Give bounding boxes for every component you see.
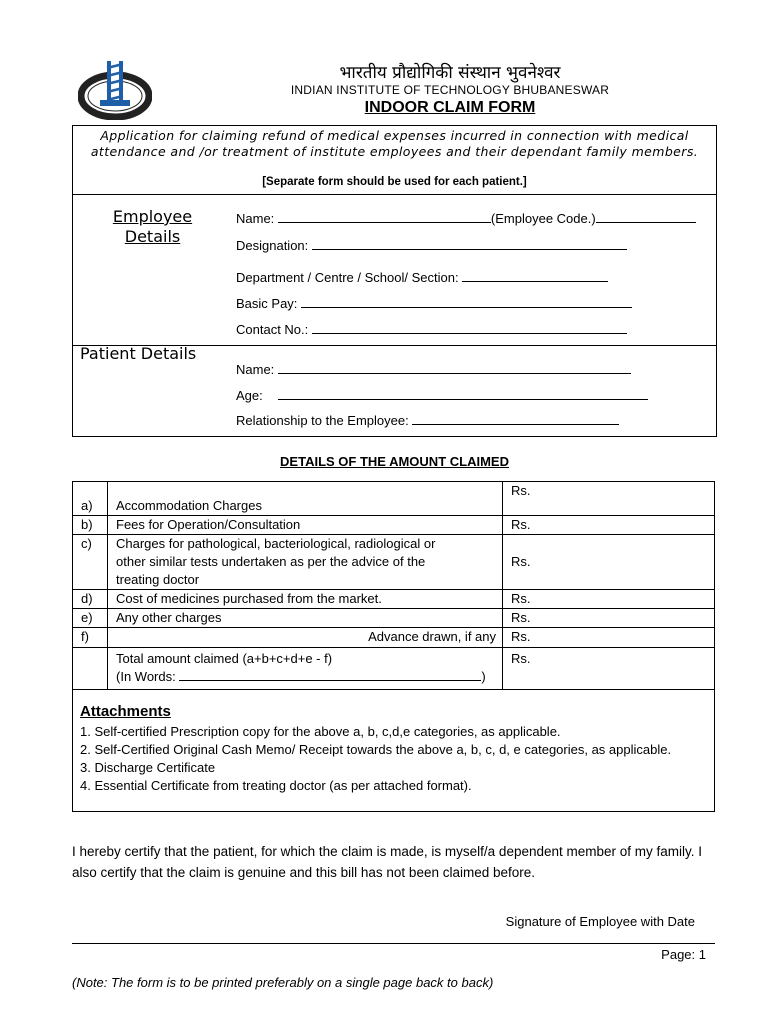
patient-name-row (236, 361, 631, 377)
employee-details-label: Employee Details (112, 207, 193, 246)
row-label: a) (73, 482, 108, 516)
certification-text: I hereby certify that the patient, for which the claim is made, is myself/a dependent member of my family. I also certify that the claim is genuine and this bill has not been claimed before. (72, 844, 703, 880)
row-amount[interactable]: Rs. (503, 482, 715, 516)
list-item: 2. Self-Certified Original Cash Memo/ Receipt towards the above a, b, c, d, e categories, as applicable. (80, 742, 672, 757)
employee-code-input[interactable] (596, 210, 696, 223)
contact-row (236, 321, 627, 337)
total-amount[interactable]: Rs. (503, 648, 715, 690)
row-desc: Advance drawn, if any (108, 628, 503, 648)
row-desc: Any other charges (108, 609, 503, 628)
row-amount[interactable]: Rs. (503, 535, 715, 590)
list-item: 1. Self-certified Prescription copy for the above a, b, c,d,e categories, as applicable. (80, 724, 561, 739)
row-desc: Cost of medicines purchased from the market. (108, 590, 503, 609)
patient-name-input[interactable] (278, 361, 631, 374)
employee-name-row (236, 210, 696, 226)
footer-divider (72, 943, 715, 944)
basic-pay-label: Basic Pay: (236, 296, 298, 311)
patient-age-label: Age: (236, 388, 263, 403)
total-row (73, 648, 715, 690)
attachments-list (80, 723, 705, 795)
row-amount[interactable]: Rs. (503, 609, 715, 628)
table-row (73, 628, 715, 648)
in-words-close: ) (481, 669, 486, 684)
list-item: 3. Discharge Certificate (80, 760, 216, 775)
department-input[interactable] (462, 269, 608, 282)
basic-pay-row (236, 295, 632, 311)
patient-details-label: Patient Details (80, 344, 197, 363)
relationship-row (236, 412, 619, 428)
attachments-title: Attachments (80, 703, 171, 720)
patient-box-left-border (72, 345, 73, 437)
row-label: c) (73, 535, 108, 590)
row-desc: Fees for Operation/Consultation (108, 516, 503, 535)
details-title: DETAILS OF THE AMOUNT CLAIMED (280, 454, 509, 469)
table-row (73, 535, 715, 590)
row-label: f) (73, 628, 108, 648)
employee-code-label: (Employee Code.) (490, 211, 596, 226)
designation-input[interactable] (312, 237, 627, 250)
designation-row (236, 237, 627, 253)
department-label: Department / Centre / School/ Section: (236, 270, 459, 285)
table-row (73, 482, 715, 516)
row-label: b) (73, 516, 108, 535)
page-number: Page: 1 (661, 947, 706, 962)
total-label: Total amount claimed (a+b+c+d+e - f) (116, 651, 333, 666)
institute-name: INDIAN INSTITUTE OF TECHNOLOGY BHUBANESWAR (290, 83, 610, 97)
list-item: 4. Essential Certificate from treating doctor (as per attached format). (80, 778, 472, 793)
row-desc: Accommodation Charges (108, 482, 503, 516)
footer-note: (Note: The form is to be printed preferably on a single page back to back) (72, 975, 494, 990)
form-title: INDOOR CLAIM FORM (364, 99, 536, 116)
table-row (73, 609, 715, 628)
intro-note: [Separate form should be used for each patient.] (262, 176, 527, 188)
employee-name-label: Name: (236, 211, 275, 226)
total-desc (108, 648, 503, 690)
table-row (73, 516, 715, 535)
claims-table (72, 481, 715, 690)
intro-text: Application for claiming refund of medical expenses incurred in connection with medical attendance and /or treatment of institute employees and their dependant family members. (90, 128, 699, 159)
patient-name-label: Name: (236, 362, 275, 377)
row-desc: Charges for pathological, bacteriological, radiological or other similar tests undertaken as per the advice of the treating doctor (108, 535, 503, 590)
relationship-input[interactable] (412, 412, 619, 425)
contact-label: Contact No.: (236, 322, 309, 337)
hindi-title: भारतीय प्रौद्योगिकी संस्थान भुवनेश्वर (339, 63, 561, 83)
row-label: d) (73, 590, 108, 609)
row-label: e) (73, 609, 108, 628)
in-words-row (116, 668, 496, 686)
in-words-input[interactable] (179, 668, 481, 681)
employee-name-input[interactable] (278, 210, 491, 223)
designation-label: Designation: (236, 238, 309, 253)
contact-input[interactable] (312, 321, 627, 334)
patient-age-input[interactable] (278, 387, 648, 400)
department-row (236, 269, 608, 285)
institute-logo (78, 58, 152, 120)
row-amount[interactable]: Rs. (503, 628, 715, 648)
intro-box (72, 125, 717, 194)
patient-age-row (236, 387, 648, 403)
row-amount[interactable]: Rs. (503, 516, 715, 535)
signature-label: Signature of Employee with Date (505, 914, 695, 929)
total-row-label (73, 648, 108, 690)
basic-pay-input[interactable] (301, 295, 632, 308)
table-row (73, 590, 715, 609)
in-words-label: (In Words: (116, 669, 176, 684)
relationship-label: Relationship to the Employee: (236, 413, 409, 428)
row-amount[interactable]: Rs. (503, 590, 715, 609)
